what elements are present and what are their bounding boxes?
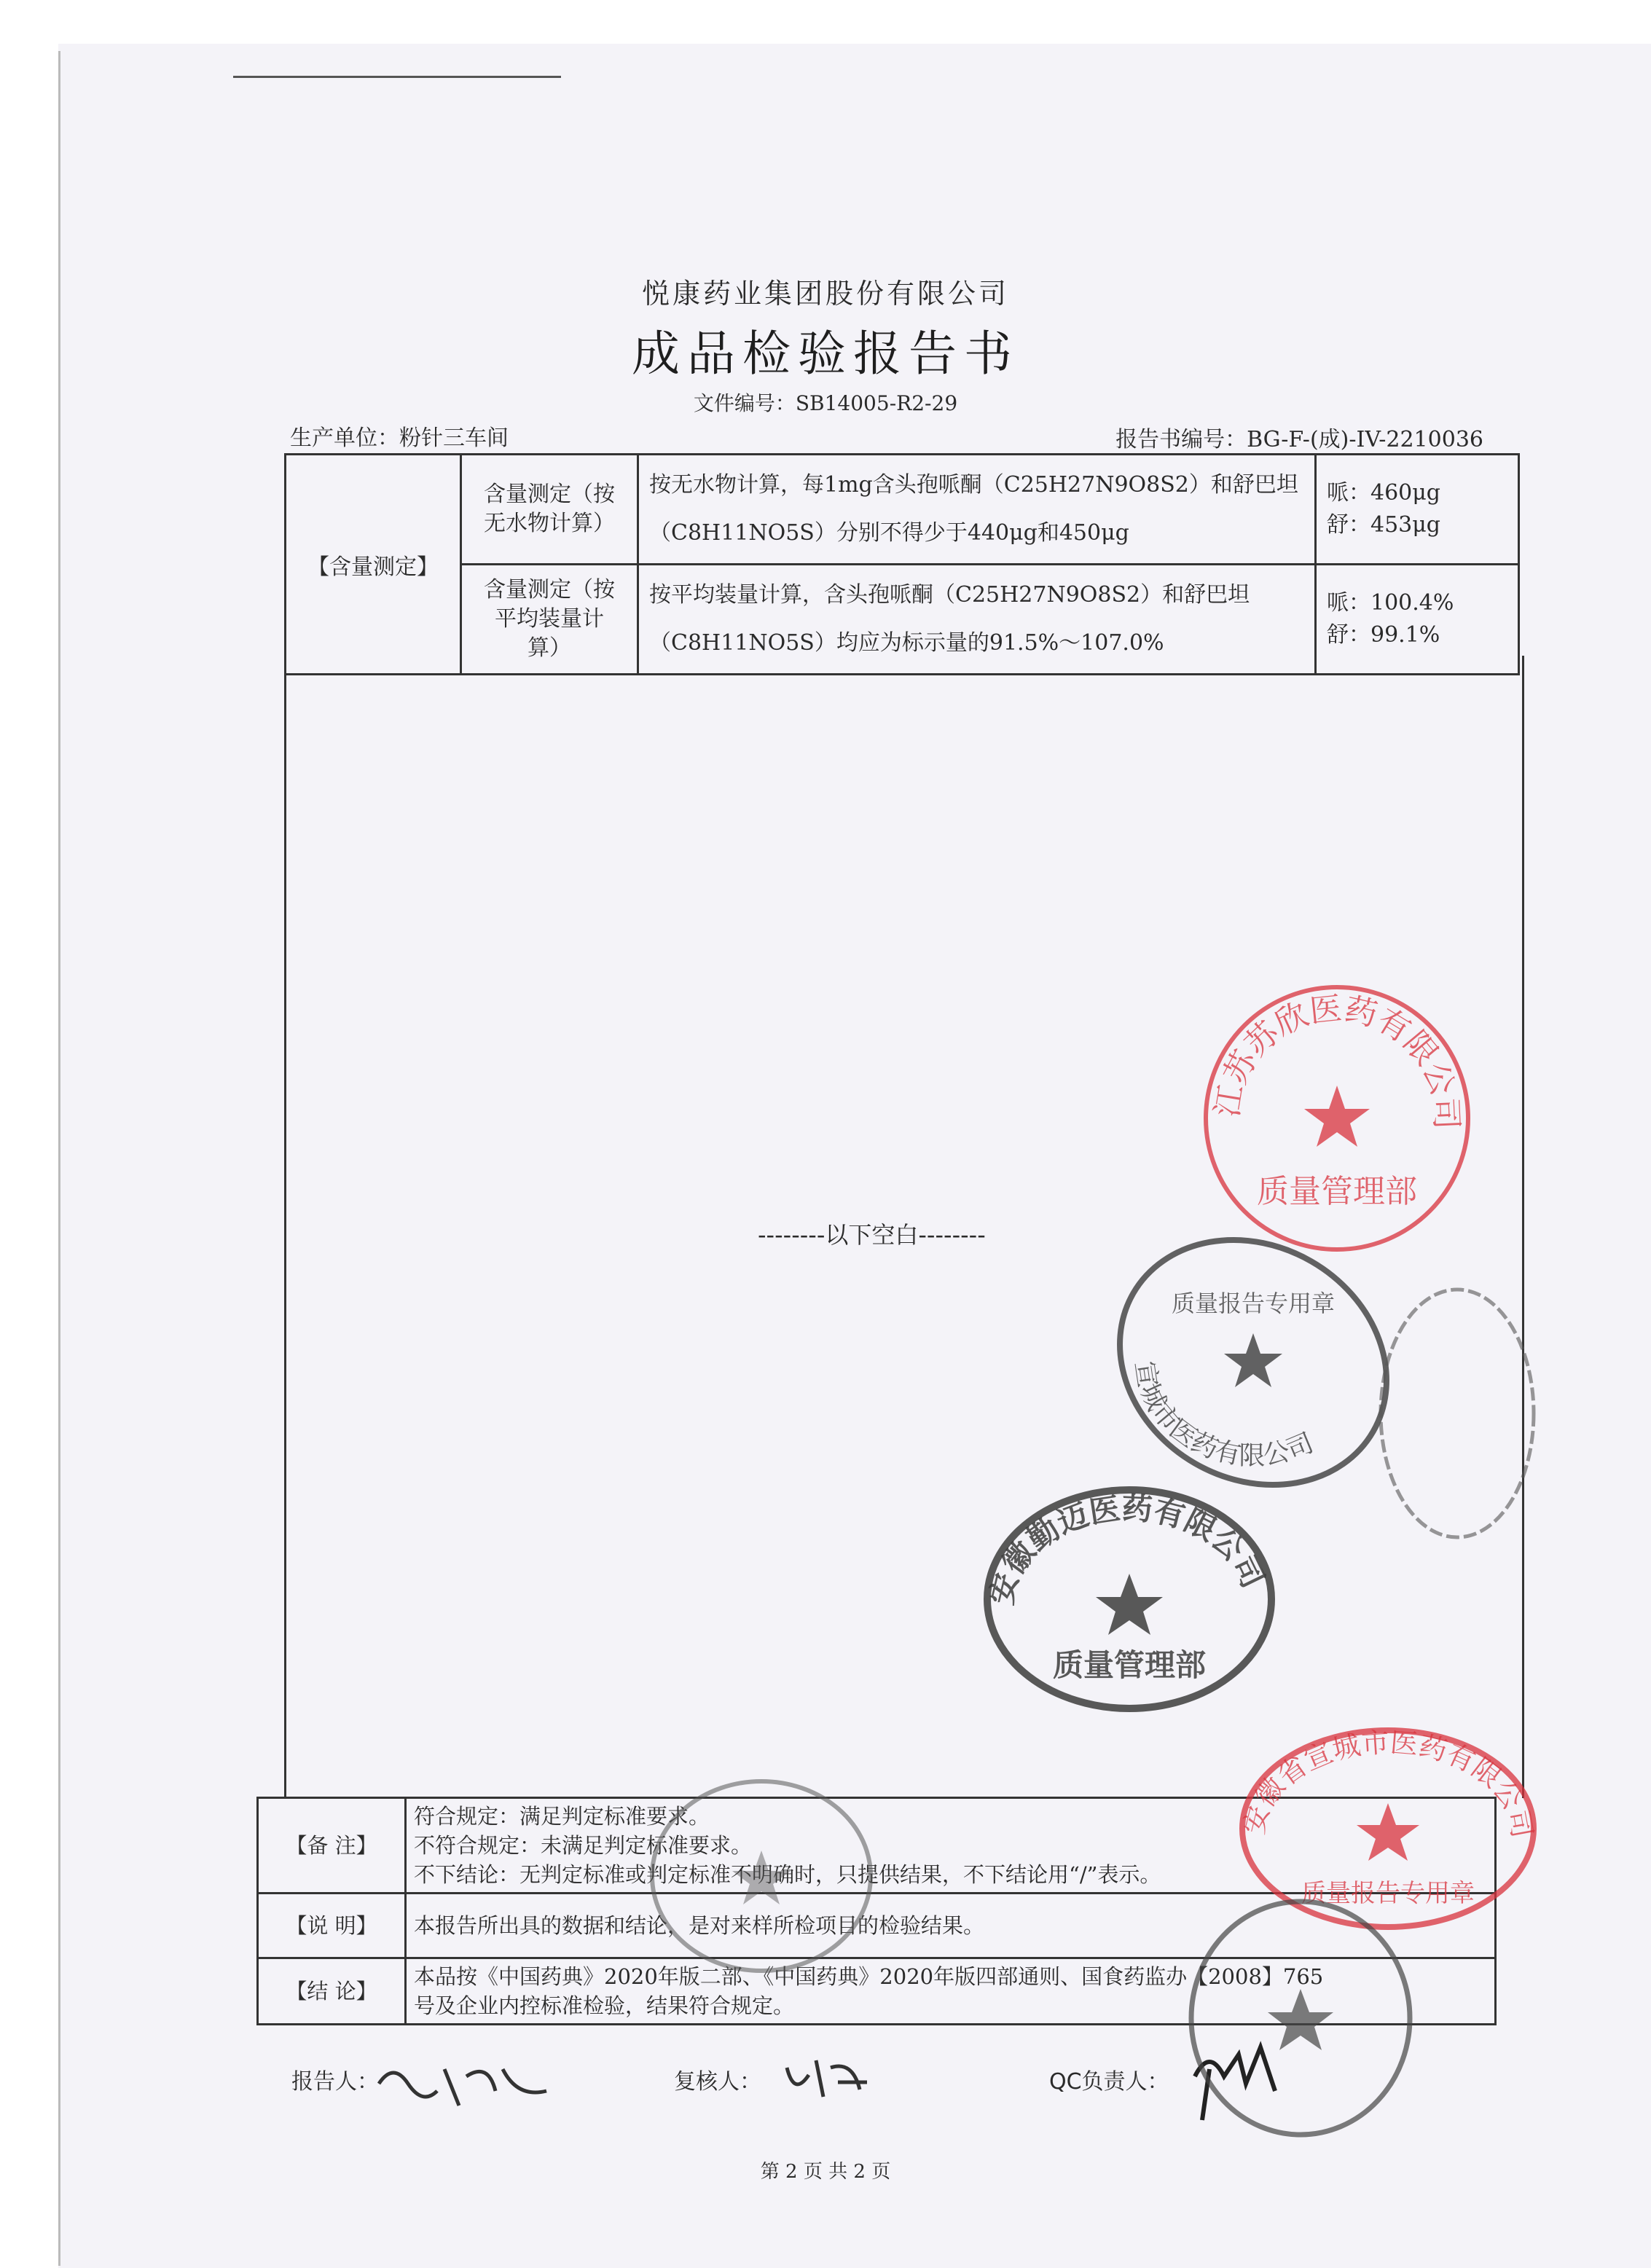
production-unit: 生产单位：粉针三车间 bbox=[290, 425, 509, 451]
svg-text:质量报告专用章: 质量报告专用章 bbox=[1301, 1879, 1475, 1908]
assay-category: 【含量测定】 bbox=[286, 455, 461, 675]
explain-label: 【说 明】 bbox=[258, 1894, 406, 1958]
faded-stamp-bottom bbox=[1180, 1894, 1421, 2142]
svg-text:质量管理部: 质量管理部 bbox=[1257, 1173, 1417, 1210]
quality-dept-stamp-jiangsu bbox=[1195, 976, 1479, 1260]
assay-standard: 按平均装量计算，含头孢哌酮（C25H27N9O8S2）和舒巴坦 （C8H11NO5S）均应为标示量的91.5%～107.0% bbox=[638, 565, 1316, 675]
page-footer: 第 2 页 共 2 页 bbox=[760, 2161, 891, 2183]
conclusion-content: 本品按《中国药典》2020年版二部、《中国药典》2020年版四部通则、国食药监办【2008】765 号及企业内控标准检验，结果符合规定。 bbox=[406, 1958, 1496, 2025]
assay-row bbox=[286, 455, 1519, 565]
conclusion-label: 【结 论】 bbox=[258, 1958, 406, 2025]
reporter-signature bbox=[372, 2055, 561, 2113]
report-title: 成品检验报告书 bbox=[632, 326, 1019, 382]
svg-text:宣城市医药有限公司: 宣城市医药有限公司 bbox=[1129, 1359, 1318, 1472]
reviewer-label: 复核人： bbox=[674, 2069, 761, 2095]
explain-content: 本报告所出具的数据和结论，是对来样所检项目的检验结果。 bbox=[406, 1894, 1496, 1958]
assay-standard: 按无水物计算，每1mg含头孢哌酮（C25H27N9O8S2）和舒巴坦 （C8H11NO5S）分别不得少于440μg和450μg bbox=[638, 455, 1316, 565]
report-number: 报告书编号：BG-F-(成)-IV-2210036 bbox=[1115, 427, 1483, 452]
svg-text:质量报告专用章: 质量报告专用章 bbox=[1171, 1290, 1336, 1317]
quality-report-stamp-xuancheng bbox=[1107, 1231, 1399, 1494]
reviewer-signature bbox=[780, 2053, 882, 2104]
partial-stamp-right bbox=[1362, 1268, 1537, 1545]
qc-label: QC负责人： bbox=[1049, 2069, 1169, 2095]
assay-item: 含量测定（按 无水物计算） bbox=[461, 455, 638, 565]
faded-stamp-left bbox=[641, 1770, 882, 1982]
remark-content: 符合规定：满足判定标准要求。 不符合规定：未满足判定标准要求。 不下结论：无判定标准或判定标准不明确时，只提供结果，不下结论用“/”表示。 bbox=[406, 1798, 1496, 1894]
assay-result: 哌：460μg 舒：453μg bbox=[1316, 455, 1519, 565]
blank-below-note: --------以下空白-------- bbox=[758, 1221, 986, 1249]
reporter-label: 报告人： bbox=[291, 2069, 379, 2095]
svg-text:质量管理部: 质量管理部 bbox=[1052, 1647, 1207, 1683]
company-name: 悦康药业集团股份有限公司 bbox=[641, 278, 1009, 310]
assay-table bbox=[284, 453, 1520, 675]
assay-item: 含量测定（按 平均装量计 算） bbox=[461, 565, 638, 675]
remark-label: 【备 注】 bbox=[258, 1798, 406, 1894]
assay-result: 哌：100.4% 舒：99.1% bbox=[1316, 565, 1519, 675]
svg-text:江苏苏欣医药有限公司: 江苏苏欣医药有限公司 bbox=[1208, 989, 1465, 1131]
scan-top-line bbox=[233, 76, 561, 78]
svg-text:安徽勤迈医药有限公司: 安徽勤迈医药有限公司 bbox=[983, 1490, 1271, 1608]
svg-text:安徽省宣城市医药有限公司: 安徽省宣城市医药有限公司 bbox=[1237, 1726, 1539, 1840]
document-number: 文件编号：SB14005-R2-29 bbox=[693, 391, 958, 415]
quality-dept-stamp-anhui bbox=[976, 1479, 1282, 1719]
